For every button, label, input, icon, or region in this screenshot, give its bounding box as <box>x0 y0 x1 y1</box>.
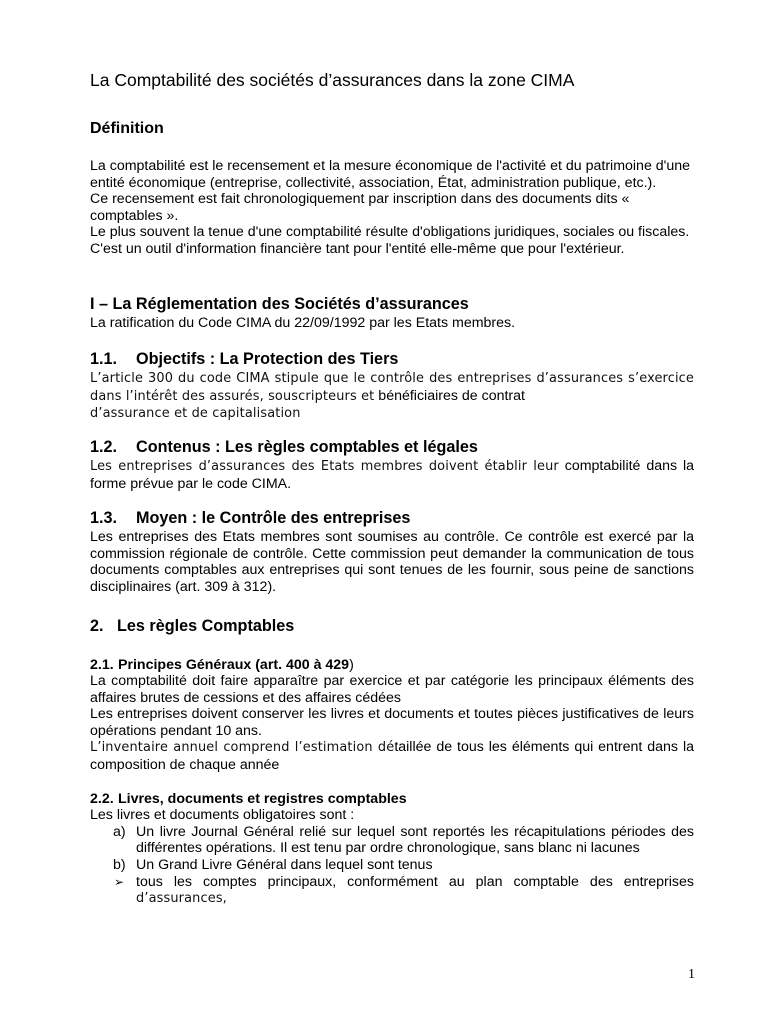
section-title: Les règles Comptables <box>117 616 295 635</box>
section-title: Principes Généraux (art. 400 à 429 <box>118 656 350 673</box>
section-number: 1.2. <box>90 437 118 456</box>
list-item <box>90 824 694 857</box>
section-number: 2.1. <box>90 656 114 673</box>
section-title: Objectifs : La Protection des Tiers <box>136 350 399 369</box>
section-title: Moyen : le Contrôle des entreprises <box>136 509 411 528</box>
section-number: 1.3. <box>90 509 118 528</box>
list-item-text: tous les comptes principaux, conformément au plan comptable des entreprises <box>136 873 694 890</box>
section-1-intro: La ratification du Code CIMA du 22/09/1992 par les Etats membres. <box>90 314 516 331</box>
section-1-1-text <box>90 370 694 423</box>
section-2-2-intro: Les livres et documents obligatoires sont : <box>90 807 355 824</box>
text-segment: comptabilité dans la forme prévue par le code CIMA. <box>90 457 694 492</box>
document-title: La Comptabilité des sociétés d’assurances dans la zone CIMA <box>90 70 575 90</box>
section-2-1-paragraph: La comptabilité doit faire apparaître par exercice et par catégorie les principaux éléments des affaires brutes de cessions et des affaires cédées <box>90 673 694 706</box>
section-1-1-heading <box>90 349 694 370</box>
section-title: Livres, documents et registres comptables <box>118 790 407 807</box>
list-item <box>90 857 694 874</box>
section-2 <box>90 616 694 908</box>
list-marker: a) <box>113 823 126 840</box>
section-2-1-paragraph: Les entreprises doivent conserver les livres et documents et toutes pièces justificatives de leurs opérations pendant 10 ans. <box>90 706 694 739</box>
section-2-1-heading <box>90 657 694 674</box>
definition-paragraph: Le plus souvent la tenue d'une comptabilité résulte d'obligations juridiques, sociales ou fiscales. C'est un outil d'information financière tant pour l'entité elle-même que pour l'extérieur. <box>90 224 690 257</box>
obligatory-books-list <box>90 824 694 908</box>
section-title-tail: ) <box>349 656 354 673</box>
text-segment: L’inventaire annuel comprend l’estimation dé <box>90 740 395 756</box>
definition-paragraph: La comptabilité est le recensement et la mesure économique de l'activité et du patrimoine d'une entité économique (entreprise, collectivité, association, État, administration publique, etc.). <box>90 158 691 191</box>
page-number: 1 <box>688 967 695 982</box>
section-2-1-paragraph <box>90 739 694 773</box>
definition-paragraph: Ce recensement est fait chronologiquement par inscription dans des documents dits « comptables ». <box>90 191 630 224</box>
definition-heading: Définition <box>90 120 164 137</box>
section-1-1 <box>90 349 694 423</box>
section-2-2-heading <box>90 791 694 808</box>
list-marker: b) <box>113 857 126 874</box>
section-1-heading: I – La Réglementation des Sociétés d’assurances <box>90 294 469 313</box>
definition-body <box>90 158 694 258</box>
text-segment: bénéficiaires de contrat <box>374 387 525 404</box>
section-1-2-heading <box>90 437 694 458</box>
section-number: 1.1. <box>90 350 118 369</box>
section-number: 2. <box>90 616 104 635</box>
section-2-heading <box>90 616 694 637</box>
text-segment: taillée de tous les éléments qui entrent dans la composition de chaque année <box>90 739 694 774</box>
section-2-2 <box>90 791 694 908</box>
section-1-2-text <box>90 458 694 492</box>
section-1-2 <box>90 437 694 492</box>
list-item-text: Un livre Journal Général relié sur lequel sont reportés les récapitulations périodes des différentes opérations. Il est tenu par ordre chronologique, sans blanc ni lacunes <box>136 823 694 857</box>
list-item-text: d’assurances, <box>136 891 227 907</box>
section-1-3 <box>90 508 694 595</box>
text-segment: L’article 300 du code CIMA stipule que le contrôle des entreprises d’assurances s’exercice dans l’intérêt des assurés, souscripteurs et <box>90 371 694 404</box>
section-title: Contenus : Les règles comptables et légales <box>136 437 478 456</box>
section-1 <box>90 294 694 596</box>
page-content <box>90 68 694 908</box>
section-number: 2.2. <box>90 790 114 807</box>
text-segment: d’assurance et de capitalisation <box>90 406 301 422</box>
list-item-text: Un Grand Livre Général dans lequel sont tenus <box>136 857 433 874</box>
section-1-3-text: Les entreprises des Etats membres sont soumises au contrôle. Ce contrôle est exercé par la commission régionale de contrôle. Cette commission peut demander la communication de tous documents comptables aux entreprises qui sont tenues de les fournir, sous peine de sanctions disciplinaires (art. 309 à 312). <box>90 529 694 595</box>
section-2-1 <box>90 657 694 774</box>
arrow-bullet-icon: ➢ <box>114 874 125 889</box>
list-item <box>90 874 694 908</box>
text-segment: Les entreprises d’assurances des Etats membres doivent établir leur <box>90 458 559 474</box>
section-1-3-heading <box>90 508 694 529</box>
